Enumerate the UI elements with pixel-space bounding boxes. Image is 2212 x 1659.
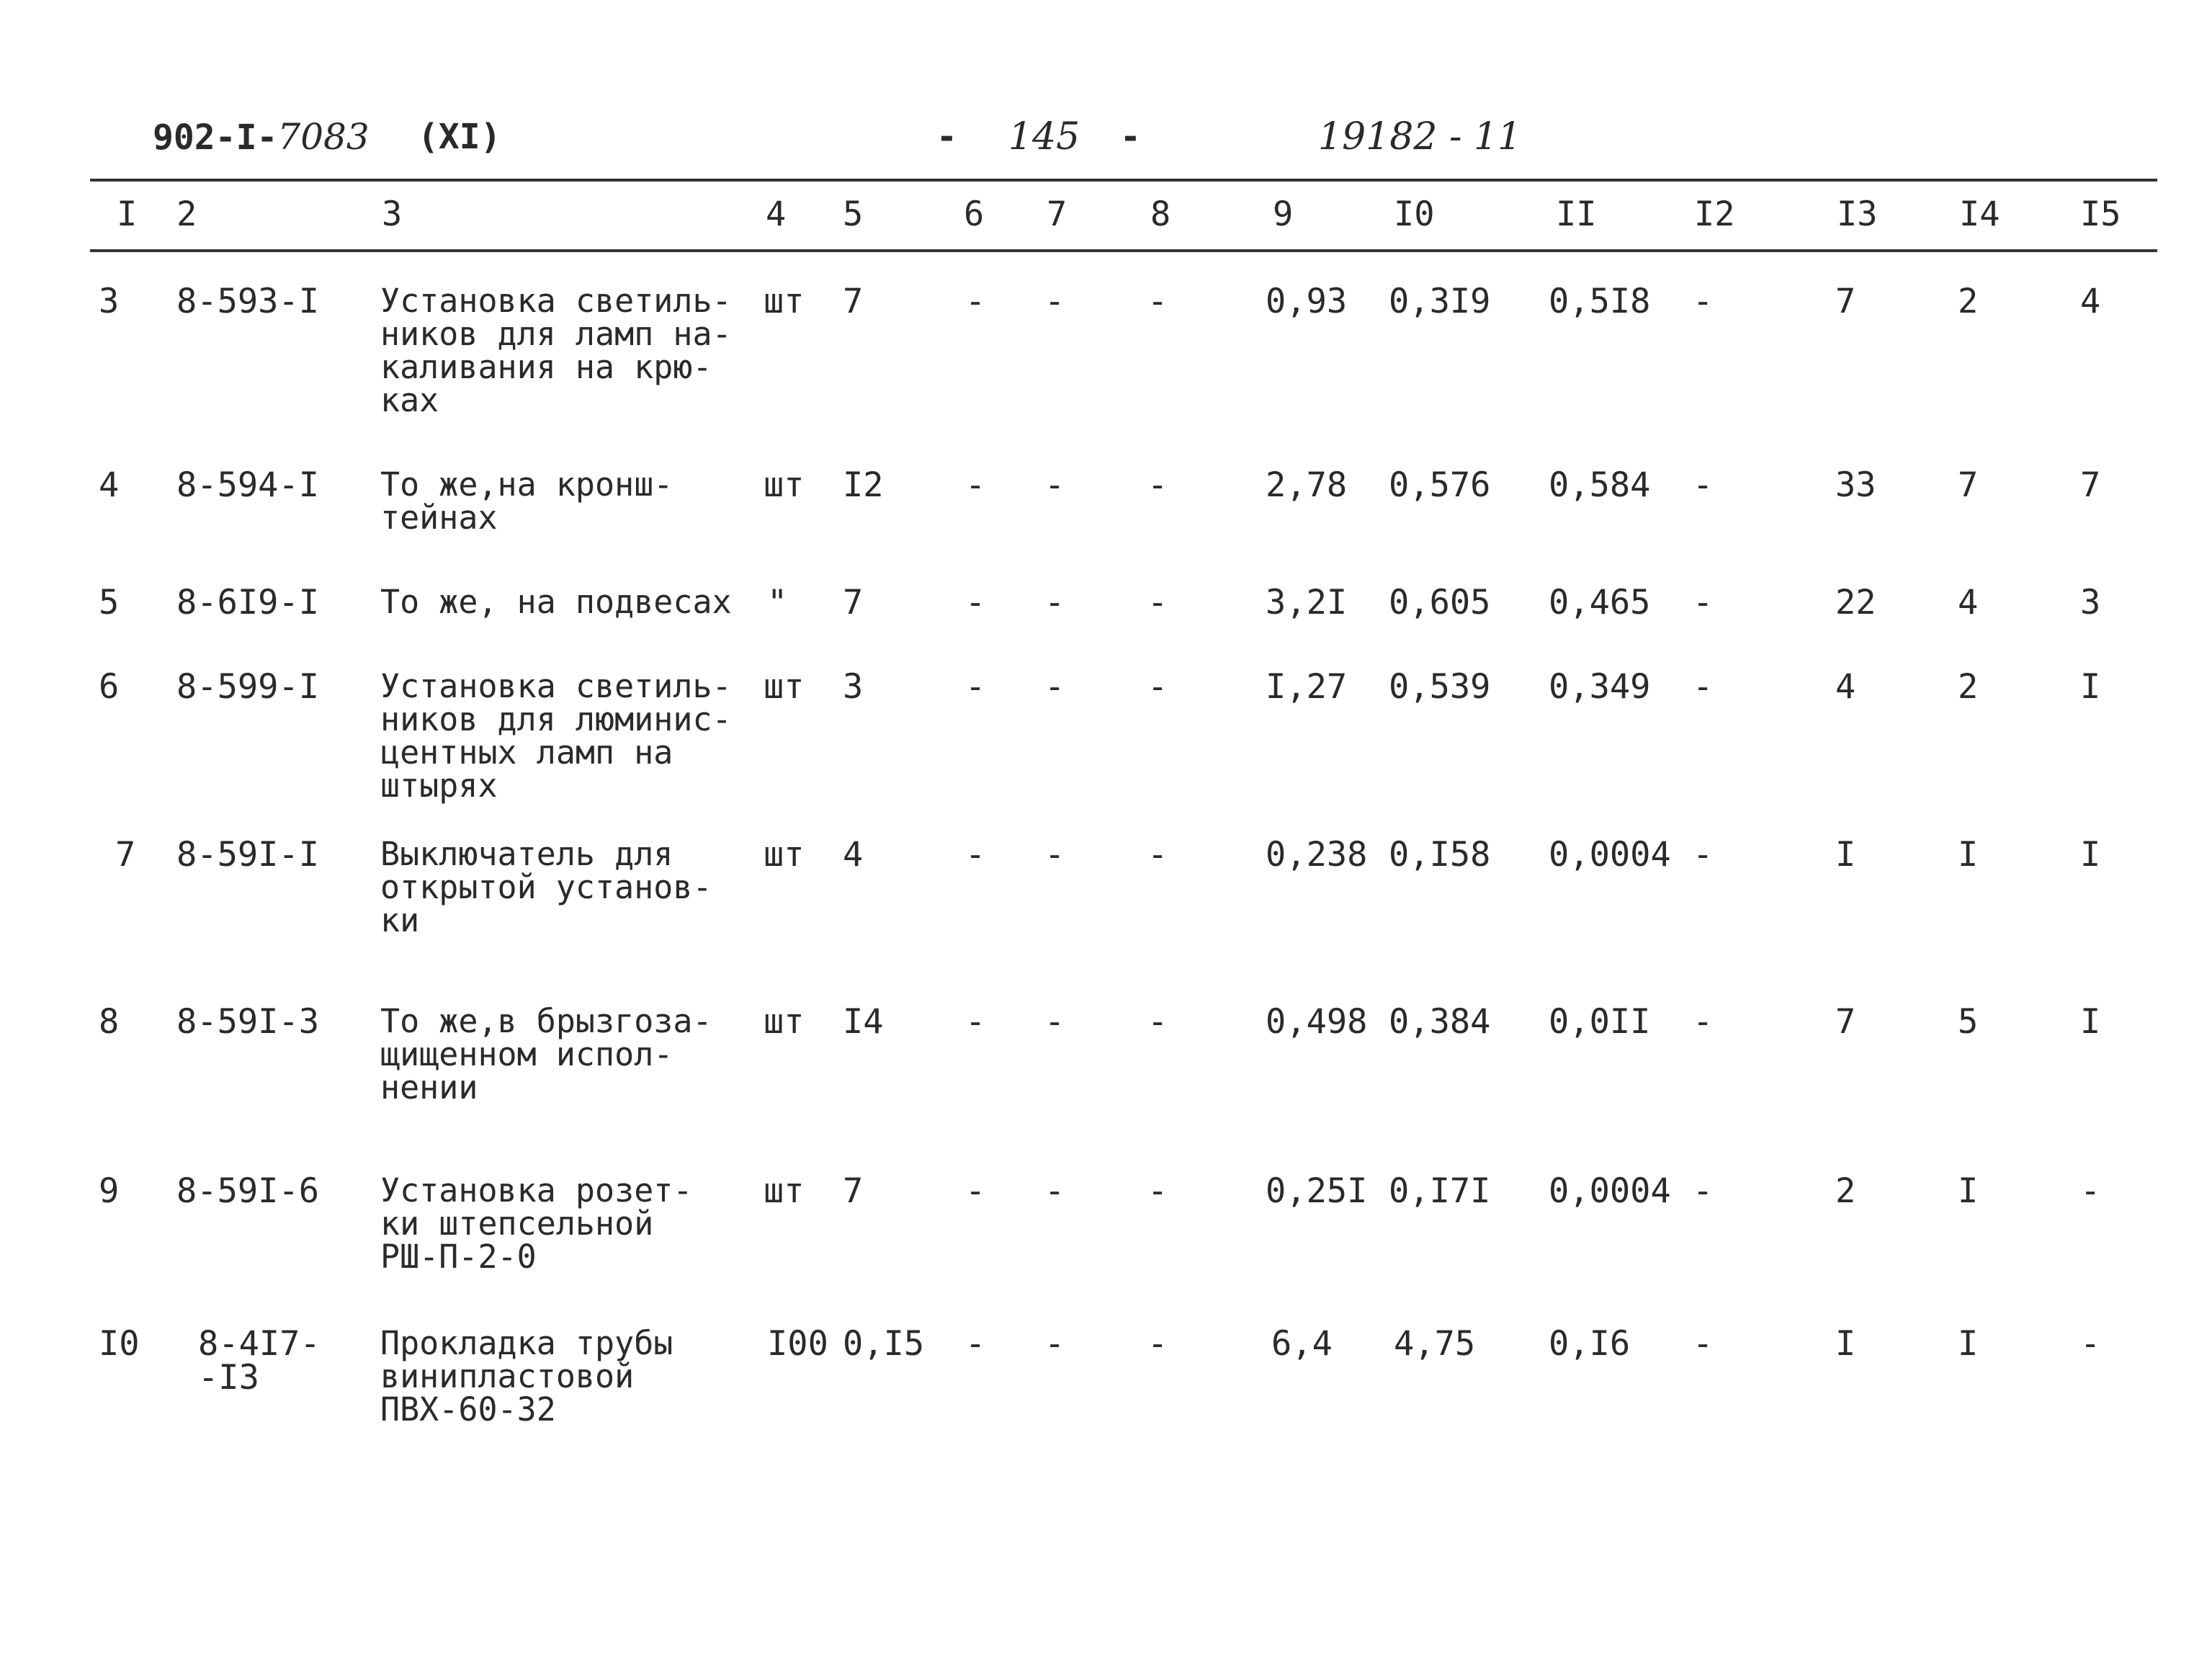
column-9-value: I,27 (1266, 667, 1348, 707)
column-15-value: I (2080, 1002, 2101, 1042)
page-number-dash-right: - (1120, 117, 1141, 157)
unit: шт (764, 282, 805, 321)
price-code: 8-59I-I (176, 835, 320, 875)
unit: шт (764, 1171, 805, 1211)
column-15-value: 4 (2080, 282, 2101, 321)
column-number: I5 (2080, 194, 2121, 234)
unit: " (767, 583, 788, 622)
work-description: Прокладка трубы винипластовой ПВХ-60-32 (380, 1324, 673, 1428)
document-code (153, 108, 370, 166)
column-7-value: - (1044, 835, 1065, 875)
column-12-value: - (1693, 1171, 1714, 1211)
column-13-value: 7 (1835, 1002, 1856, 1042)
column-10-value: 0,384 (1389, 1002, 1491, 1042)
column-12-value: - (1693, 835, 1714, 875)
price-code: 8-59I-3 (176, 1002, 320, 1042)
column-12-value: - (1693, 282, 1714, 321)
column-number: 4 (766, 194, 787, 234)
column-number: 9 (1273, 194, 1294, 234)
column-6-value: - (965, 583, 986, 622)
row-number: 4 (99, 465, 120, 505)
column-7-value: - (1044, 667, 1065, 707)
quantity: 4 (843, 835, 864, 875)
column-13-value: I (1835, 1324, 1856, 1364)
column-13-value: 2 (1835, 1171, 1856, 1211)
quantity: 7 (843, 282, 864, 321)
work-description: Установка светиль- ников для люминис- центных ламп на штырях (380, 667, 732, 805)
column-14-value: 7 (1958, 465, 1979, 505)
column-number: 7 (1047, 194, 1067, 234)
sheet-code: 19182 - 11 (1318, 115, 1522, 158)
document-series: (XI) (418, 117, 501, 157)
column-7-value: - (1044, 1324, 1065, 1364)
work-description: То же,на кронш- тейнах (380, 465, 673, 537)
column-11-value: 0,584 (1549, 465, 1651, 505)
column-13-value: 4 (1835, 667, 1856, 707)
column-15-value: - (2080, 1324, 2101, 1364)
column-6-value: - (965, 667, 986, 707)
column-15-value: - (2080, 1171, 2101, 1211)
column-10-value: 0,605 (1389, 583, 1491, 622)
row-number: 3 (99, 282, 120, 321)
column-13-value: 22 (1835, 583, 1876, 622)
column-14-value: I (1958, 835, 1979, 875)
price-code: 8-59I-6 (176, 1171, 320, 1211)
price-code: 8-6I9-I (176, 583, 320, 622)
column-10-value: 0,576 (1389, 465, 1491, 505)
column-8-value: - (1147, 282, 1168, 321)
column-15-value: I (2080, 835, 2101, 875)
column-9-value: 0,498 (1266, 1002, 1368, 1042)
unit: шт (764, 667, 805, 707)
column-number: I4 (1959, 194, 2000, 234)
column-6-value: - (965, 1171, 986, 1211)
unit: I00 (767, 1324, 828, 1364)
column-9-value: 0,25I (1266, 1171, 1368, 1211)
column-number: I2 (1694, 194, 1735, 234)
column-11-value: 0,349 (1549, 667, 1651, 707)
page-number-dash-left: - (936, 117, 957, 157)
column-9-value: 6,4 (1271, 1324, 1333, 1364)
price-code: 8-594-I (176, 465, 320, 505)
column-12-value: - (1693, 1324, 1714, 1364)
column-7-value: - (1044, 1171, 1065, 1211)
price-code: 8-593-I (176, 282, 320, 321)
column-12-value: - (1693, 583, 1714, 622)
column-11-value: 0,I6 (1549, 1324, 1631, 1364)
column-8-value: - (1147, 1002, 1168, 1042)
quantity: 3 (843, 667, 864, 707)
column-7-value: - (1044, 282, 1065, 321)
column-number: 2 (176, 194, 197, 234)
column-12-value: - (1693, 667, 1714, 707)
row-number: 8 (99, 1002, 120, 1042)
column-7-value: - (1044, 1002, 1065, 1042)
quantity: 7 (843, 1171, 864, 1211)
column-11-value: 0,0004 (1549, 1171, 1671, 1211)
work-description: Установка светиль- ников для ламп на- каливания на крю- ках (380, 282, 732, 419)
column-number-row (0, 189, 2212, 246)
column-10-value: 0,I58 (1389, 835, 1491, 875)
row-number: 7 (115, 835, 136, 875)
column-11-value: 0,0004 (1549, 835, 1671, 875)
column-9-value: 2,78 (1266, 465, 1348, 505)
quantity: I4 (843, 1002, 884, 1042)
column-13-value: I (1835, 835, 1856, 875)
document-code-printed: 902-I- (153, 117, 278, 158)
unit: шт (764, 465, 805, 505)
row-number: 9 (99, 1171, 120, 1211)
column-8-value: - (1147, 1171, 1168, 1211)
column-14-value: 2 (1958, 667, 1979, 707)
column-6-value: - (965, 282, 986, 321)
column-7-value: - (1044, 465, 1065, 505)
column-number: II (1556, 194, 1597, 234)
quantity: 0,I5 (843, 1324, 925, 1364)
row-number: 6 (99, 667, 120, 707)
column-14-value: I (1958, 1171, 1979, 1211)
price-code: 8-4I7- -I3 (198, 1324, 321, 1398)
column-11-value: 0,5I8 (1549, 282, 1651, 321)
column-number: I3 (1837, 194, 1878, 234)
column-11-value: 0,465 (1549, 583, 1651, 622)
page-number: 145 (1008, 115, 1080, 158)
column-number: I (117, 194, 138, 234)
column-14-value: 4 (1958, 583, 1979, 622)
column-9-value: 3,2I (1266, 583, 1348, 622)
column-number: 6 (964, 194, 985, 234)
unit: шт (764, 835, 805, 875)
column-number: 8 (1150, 194, 1171, 234)
column-13-value: 7 (1835, 282, 1856, 321)
column-9-value: 0,93 (1266, 282, 1348, 321)
price-code: 8-599-I (176, 667, 320, 707)
column-14-value: 5 (1958, 1002, 1979, 1042)
column-8-value: - (1147, 835, 1168, 875)
column-15-value: 3 (2080, 583, 2101, 622)
column-10-value: 0,539 (1389, 667, 1491, 707)
column-8-value: - (1147, 1324, 1168, 1364)
column-10-value: 0,3I9 (1389, 282, 1491, 321)
column-10-value: 4,75 (1394, 1324, 1476, 1364)
column-number-rule (90, 249, 2157, 252)
column-7-value: - (1044, 583, 1065, 622)
column-14-value: I (1958, 1324, 1979, 1364)
column-number: 3 (382, 194, 403, 234)
column-14-value: 2 (1958, 282, 1979, 321)
column-number: I0 (1394, 194, 1435, 234)
column-8-value: - (1147, 465, 1168, 505)
row-number: I0 (99, 1324, 140, 1364)
work-description: Выключатель для открытой установ- ки (380, 835, 712, 939)
column-11-value: 0,0II (1549, 1002, 1651, 1042)
row-number: 5 (99, 583, 120, 622)
table-top-rule (90, 179, 2157, 182)
unit: шт (764, 1002, 805, 1042)
column-6-value: - (965, 1002, 986, 1042)
column-13-value: 33 (1835, 465, 1876, 505)
column-9-value: 0,238 (1266, 835, 1368, 875)
column-8-value: - (1147, 667, 1168, 707)
page-header (0, 108, 2212, 166)
column-15-value: 7 (2080, 465, 2101, 505)
column-6-value: - (965, 835, 986, 875)
work-description: То же,в брызгоза- щищенном испол- нении (380, 1002, 712, 1106)
column-8-value: - (1147, 583, 1168, 622)
work-description: То же, на подвесах (380, 583, 732, 621)
column-number: 5 (843, 194, 864, 234)
column-10-value: 0,I7I (1389, 1171, 1491, 1211)
column-15-value: I (2080, 667, 2101, 707)
column-6-value: - (965, 465, 986, 505)
work-description: Установка розет- ки штепсельной РШ-П-2-0 (380, 1171, 693, 1276)
column-6-value: - (965, 1324, 986, 1364)
quantity: 7 (843, 583, 864, 622)
column-12-value: - (1693, 1002, 1714, 1042)
document-code-handwritten: 7083 (277, 116, 370, 158)
quantity: I2 (843, 465, 884, 505)
column-12-value: - (1693, 465, 1714, 505)
